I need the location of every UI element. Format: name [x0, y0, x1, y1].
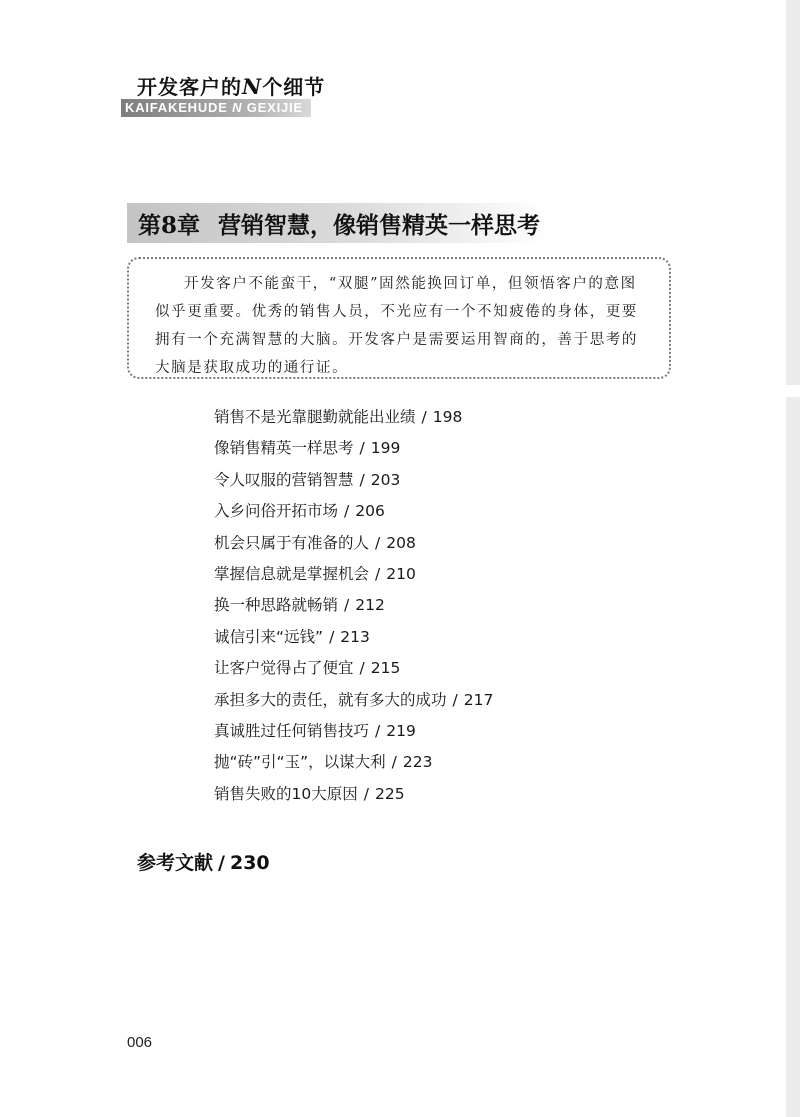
toc-item-page: 215 [370, 659, 401, 678]
toc-item-title: 销售失败的10大原因 [214, 784, 358, 803]
toc-item[interactable] [214, 656, 493, 687]
subtitle-part: KAIFAKEHUDE [125, 100, 233, 115]
toc-separator: / [421, 408, 427, 426]
page-number: 006 [127, 1034, 153, 1051]
toc-item[interactable] [214, 782, 493, 813]
toc-item-page: 225 [374, 784, 405, 803]
toc-separator: / [329, 627, 335, 646]
toc-item-title: 销售不是光靠腿勤就能出业绩 [214, 408, 416, 426]
toc-item-page: 217 [463, 690, 494, 709]
toc-item-title: 抛“砖”引“玉”，以谋大利 [214, 753, 386, 772]
toc-item-page: 219 [386, 721, 416, 740]
toc-item[interactable] [214, 405, 493, 436]
toc-item[interactable] [214, 436, 493, 467]
header-title-italic: N [242, 74, 263, 99]
toc-separator: / [359, 470, 365, 489]
toc-item-title: 掌握信息就是掌握机会 [214, 564, 370, 583]
toc-separator: / [218, 852, 225, 874]
toc-item-page: 208 [386, 533, 416, 552]
subtitle-part: GEXIJIE [242, 100, 303, 115]
references-label: 参考文献 [137, 852, 214, 874]
header-title-part: 开发客户的 [137, 75, 242, 99]
toc-item-page: 199 [370, 439, 401, 458]
toc-item-title: 诚信引来“远钱” [214, 627, 324, 646]
toc-item[interactable] [214, 688, 493, 719]
toc-separator: / [359, 659, 365, 678]
toc-separator: / [391, 753, 397, 772]
toc-item[interactable] [214, 593, 493, 624]
toc-separator: / [359, 439, 365, 458]
toc-item[interactable] [214, 750, 493, 781]
toc-separator: / [375, 721, 381, 740]
toc-separator: / [363, 784, 369, 803]
page-edge-gap [786, 385, 800, 397]
toc-item-title: 换一种思路就畅销 [214, 596, 339, 615]
toc-item-title: 像销售精英一样思考 [214, 439, 354, 458]
toc-item-page: 198 [432, 408, 463, 426]
toc-item-title: 令人叹服的营销智慧 [214, 470, 354, 489]
toc-item-title: 让客户觉得占了便宜 [214, 659, 354, 678]
toc-separator: / [344, 596, 350, 615]
toc-separator: / [375, 533, 381, 552]
toc-item-title: 真诚胜过任何销售技巧 [214, 721, 370, 740]
toc-item-page: 223 [402, 753, 433, 772]
references-entry[interactable] [137, 848, 270, 875]
toc-item-title: 承担多大的责任，就有多大的成功 [214, 690, 447, 709]
toc-item[interactable] [214, 625, 493, 656]
toc-item-page: 210 [386, 564, 416, 583]
toc-item-page: 203 [370, 470, 401, 489]
chapter-heading [138, 207, 540, 240]
toc-item-title: 机会只属于有准备的人 [214, 533, 370, 552]
toc-list [214, 405, 493, 813]
references-page: 230 [229, 852, 270, 874]
running-header-subtitle [125, 100, 303, 115]
toc-item[interactable] [214, 719, 493, 750]
running-header-banner [121, 99, 311, 117]
toc-separator: / [452, 690, 458, 709]
toc-item[interactable] [214, 468, 493, 499]
toc-separator: / [344, 502, 350, 521]
chapter-intro-text: 开发客户不能蛮干，“双腿”固然能换回订单，但领悟客户的意图似乎更重要。优秀的销售人员，不光应有一个不知疲倦的身体，更要拥有一个充满智慧的大脑。开发客户是需要运用智商的，善于思考的大脑是获取成功的通行证。 [155, 276, 638, 376]
toc-item-page: 206 [355, 502, 385, 521]
chapter-number: 第8章 [138, 212, 201, 239]
header-title-part: 个细节 [262, 75, 326, 99]
chapter-title: 营销智慧，像销售精英一样思考 [218, 212, 541, 239]
toc-item[interactable] [214, 499, 493, 530]
adjacent-page-edge [786, 0, 800, 1117]
toc-item-title: 入乡问俗开拓市场 [214, 502, 339, 521]
running-header-title [137, 71, 325, 100]
toc-item-page: 212 [355, 596, 385, 615]
toc-item-page: 213 [340, 627, 370, 646]
toc-separator: / [375, 564, 381, 583]
toc-item[interactable] [214, 562, 493, 593]
subtitle-italic: N [232, 100, 243, 115]
toc-item[interactable] [214, 531, 493, 562]
